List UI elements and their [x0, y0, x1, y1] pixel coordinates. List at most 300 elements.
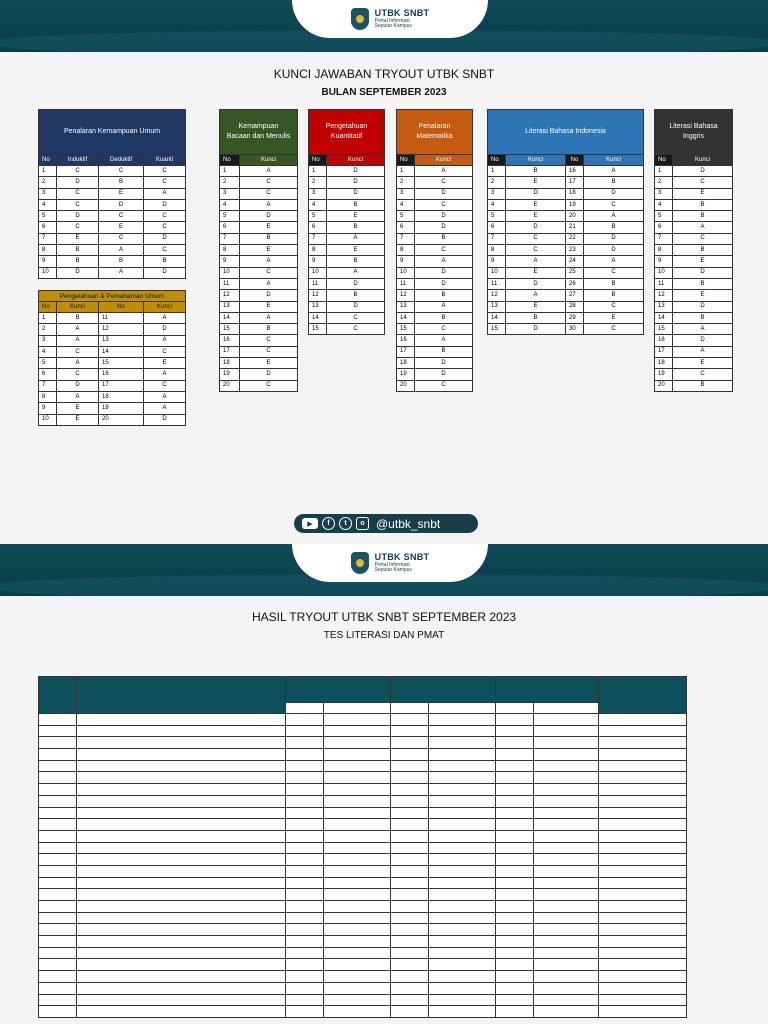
key-cell: D	[327, 188, 385, 199]
key-cell: 10	[39, 267, 57, 278]
results-cell	[286, 807, 324, 819]
key-cell: 6	[39, 222, 57, 233]
results-cell	[429, 830, 496, 842]
results-cell	[429, 714, 496, 726]
key-cell: C	[57, 166, 99, 177]
key-cell: A	[327, 233, 385, 244]
results-cell	[391, 725, 429, 737]
key-row	[309, 267, 385, 278]
results-cell	[286, 971, 324, 983]
results-cell	[39, 994, 77, 1006]
results-cell	[286, 901, 324, 913]
results-cell	[391, 737, 429, 749]
key-row	[309, 211, 385, 222]
key-cell: B	[673, 199, 733, 210]
results-header-cell	[496, 677, 599, 703]
results-cell	[534, 854, 599, 866]
results-cell	[324, 901, 391, 913]
key-cell: C	[415, 324, 473, 335]
results-cell	[39, 725, 77, 737]
column-header: Kunci	[144, 302, 186, 313]
results-cell	[429, 737, 496, 749]
key-cell: 4	[488, 199, 506, 210]
key-cell: B	[57, 313, 99, 324]
key-cell: D	[415, 211, 473, 222]
results-cell	[496, 760, 534, 772]
results-cell	[599, 784, 687, 796]
key-row	[655, 380, 733, 391]
key-cell: A	[144, 313, 186, 324]
key-cell: D	[415, 267, 473, 278]
key-cell: 10	[655, 267, 673, 278]
key-cell: 9	[220, 256, 240, 267]
results-cell	[39, 749, 77, 761]
results-cell	[39, 737, 77, 749]
key-cell: A	[57, 358, 99, 369]
results-row	[39, 877, 687, 889]
social-handle[interactable]: @utbk_snbt	[376, 516, 441, 531]
instagram-icon[interactable]: o	[356, 517, 369, 530]
results-cell	[534, 924, 599, 936]
key-cell: 3	[220, 188, 240, 199]
key-row	[397, 335, 473, 346]
key-cell: B	[506, 312, 566, 323]
key-cell: 8	[309, 245, 327, 256]
key-cell: 18	[220, 358, 240, 369]
results-row	[39, 924, 687, 936]
key-cell: 6	[309, 222, 327, 233]
results-row	[39, 830, 687, 842]
key-cell: D	[415, 278, 473, 289]
key-row	[655, 358, 733, 369]
key-cell: B	[327, 256, 385, 267]
site-logo-2[interactable]	[292, 544, 488, 582]
results-cell	[534, 889, 599, 901]
key-row	[220, 346, 298, 357]
results-cell	[534, 795, 599, 807]
results-cell	[324, 725, 391, 737]
key-cell: 16	[220, 335, 240, 346]
key-cell: 20	[655, 380, 673, 391]
key-cell: E	[99, 222, 144, 233]
key-cell: E	[506, 177, 566, 188]
key-cell: B	[415, 233, 473, 244]
key-cell: E	[673, 188, 733, 199]
results-cell	[599, 877, 687, 889]
key-table-lbing	[654, 109, 733, 392]
results-cell	[534, 842, 599, 854]
key-row	[220, 290, 298, 301]
key-cell: 6	[220, 222, 240, 233]
column-header: Kunci	[327, 155, 385, 166]
results-cell	[286, 760, 324, 772]
results-row	[39, 994, 687, 1006]
key-cell: B	[57, 256, 99, 267]
results-cell	[391, 714, 429, 726]
results-cell	[391, 971, 429, 983]
results-cell	[77, 982, 286, 994]
social-bar[interactable]	[294, 514, 478, 533]
results-cell	[39, 760, 77, 772]
results-cell	[496, 725, 534, 737]
results-cell	[534, 959, 599, 971]
results-cell	[599, 1006, 687, 1018]
key-cell: C	[673, 233, 733, 244]
key-row	[397, 324, 473, 335]
page-title: KUNCI JAWABAN TRYOUT UTBK SNBT	[273, 67, 495, 81]
key-row	[397, 166, 473, 177]
key-cell: 5	[309, 211, 327, 222]
results-cell	[429, 936, 496, 948]
key-cell: E	[240, 222, 298, 233]
results-cell	[391, 865, 429, 877]
key-cell: 12	[488, 290, 506, 301]
results-cell	[286, 784, 324, 796]
key-row	[39, 267, 186, 278]
key-row	[397, 358, 473, 369]
results-cell	[599, 830, 687, 842]
key-cell: A	[57, 392, 99, 403]
results-cell	[429, 760, 496, 772]
results-row	[39, 737, 687, 749]
key-cell: 4	[655, 199, 673, 210]
key-cell: A	[144, 369, 186, 380]
results-cell	[429, 772, 496, 784]
key-row	[39, 256, 186, 267]
key-cell: C	[144, 166, 186, 177]
key-cell: A	[415, 256, 473, 267]
results-cell	[391, 749, 429, 761]
key-cell: 9	[397, 256, 415, 267]
key-cell: C	[240, 346, 298, 357]
key-cell: D	[327, 166, 385, 177]
results-cell	[534, 714, 599, 726]
key-cell: B	[57, 245, 99, 256]
results-cell	[391, 772, 429, 784]
key-cell: 1	[397, 166, 415, 177]
key-cell: E	[673, 256, 733, 267]
results-cell	[39, 865, 77, 877]
results-cell	[286, 749, 324, 761]
results-row	[39, 854, 687, 866]
key-cell: 10	[488, 267, 506, 278]
results-cell	[324, 936, 391, 948]
key-row	[488, 166, 644, 177]
results-cell	[496, 842, 534, 854]
results-cell	[391, 912, 429, 924]
column-header: No	[39, 302, 57, 313]
twitter-icon[interactable]: t	[339, 517, 352, 530]
key-row	[488, 301, 644, 312]
facebook-icon[interactable]: f	[322, 517, 335, 530]
key-cell: 5	[655, 211, 673, 222]
results-row	[39, 795, 687, 807]
key-cell: B	[415, 290, 473, 301]
key-cell: 27	[566, 290, 584, 301]
results-subheader-cell	[391, 703, 429, 714]
results-cell	[429, 994, 496, 1006]
key-table-title: Penalaran Kemampuan Umum	[39, 110, 186, 155]
results-cell	[599, 865, 687, 877]
results-table	[38, 676, 687, 1018]
results-title: HASIL TRYOUT UTBK SNBT SEPTEMBER 2023	[251, 610, 517, 624]
results-header-cell	[599, 677, 687, 714]
results-cell	[429, 795, 496, 807]
results-cell	[496, 772, 534, 784]
key-cell: B	[415, 346, 473, 357]
results-cell	[39, 947, 77, 959]
results-row	[39, 889, 687, 901]
results-cell	[39, 784, 77, 796]
key-cell: 14	[309, 312, 327, 323]
results-row	[39, 959, 687, 971]
results-cell	[286, 772, 324, 784]
key-cell: 19	[397, 369, 415, 380]
key-cell: 5	[39, 358, 57, 369]
column-header: Kuanti	[144, 155, 186, 166]
results-row	[39, 819, 687, 831]
results-cell	[429, 865, 496, 877]
results-cell	[324, 830, 391, 842]
results-cell	[324, 947, 391, 959]
key-cell: 8	[488, 245, 506, 256]
results-cell	[534, 994, 599, 1006]
key-cell: E	[57, 414, 99, 425]
key-cell: 14	[655, 312, 673, 323]
key-cell: 5	[397, 211, 415, 222]
results-cell	[77, 924, 286, 936]
results-cell	[77, 830, 286, 842]
key-cell: E	[327, 245, 385, 256]
results-cell	[39, 936, 77, 948]
results-cell	[496, 819, 534, 831]
results-cell	[429, 901, 496, 913]
key-cell: D	[584, 233, 644, 244]
key-row	[397, 188, 473, 199]
results-cell	[391, 982, 429, 994]
key-cell: A	[584, 166, 644, 177]
results-cell	[599, 737, 687, 749]
results-cell	[391, 901, 429, 913]
key-cell: B	[673, 211, 733, 222]
key-cell: 26	[566, 278, 584, 289]
results-cell	[39, 982, 77, 994]
results-cell	[599, 725, 687, 737]
key-row	[655, 346, 733, 357]
results-cell	[286, 1006, 324, 1018]
results-cell	[534, 819, 599, 831]
column-header: Kunci	[673, 155, 733, 166]
key-row	[39, 335, 186, 346]
results-cell	[496, 936, 534, 948]
key-row	[39, 245, 186, 256]
key-cell: D	[506, 278, 566, 289]
results-cell	[391, 877, 429, 889]
key-row	[309, 324, 385, 335]
key-cell: 28	[566, 301, 584, 312]
key-cell: B	[99, 256, 144, 267]
key-cell: A	[144, 188, 186, 199]
key-cell: 1	[220, 166, 240, 177]
key-row	[39, 199, 186, 210]
key-row	[488, 188, 644, 199]
key-cell: D	[99, 199, 144, 210]
results-cell	[496, 924, 534, 936]
key-row	[39, 324, 186, 335]
key-cell: C	[415, 177, 473, 188]
key-cell: D	[415, 222, 473, 233]
key-row	[309, 301, 385, 312]
results-cell	[599, 912, 687, 924]
column-header: No	[488, 155, 506, 166]
results-cell	[391, 854, 429, 866]
key-cell: 17	[566, 177, 584, 188]
key-row	[488, 256, 644, 267]
key-cell: C	[673, 177, 733, 188]
results-cell	[77, 901, 286, 913]
key-cell: 20	[99, 414, 144, 425]
key-cell: D	[144, 324, 186, 335]
key-cell: E	[506, 199, 566, 210]
key-cell: 13	[488, 301, 506, 312]
results-cell	[599, 889, 687, 901]
key-row	[309, 233, 385, 244]
results-cell	[534, 807, 599, 819]
key-row	[488, 290, 644, 301]
key-table-title: Pengetahuan & Pemahaman Umum	[39, 291, 186, 302]
results-cell	[77, 947, 286, 959]
key-cell: A	[144, 392, 186, 403]
key-row	[655, 312, 733, 323]
results-cell	[429, 982, 496, 994]
results-cell	[599, 982, 687, 994]
key-cell: 9	[309, 256, 327, 267]
results-cell	[599, 772, 687, 784]
key-cell: 7	[309, 233, 327, 244]
key-cell: 8	[39, 392, 57, 403]
key-row	[397, 301, 473, 312]
key-cell: D	[327, 278, 385, 289]
key-row	[220, 335, 298, 346]
key-cell: 18	[655, 358, 673, 369]
key-table-title: Pengetahuan Kuantitatif	[309, 110, 385, 155]
key-cell: B	[506, 166, 566, 177]
key-cell: B	[584, 278, 644, 289]
results-cell	[39, 772, 77, 784]
results-cell	[39, 924, 77, 936]
key-cell: 5	[220, 211, 240, 222]
key-row	[309, 256, 385, 267]
results-cell	[496, 994, 534, 1006]
results-cell	[534, 1006, 599, 1018]
key-cell: C	[144, 222, 186, 233]
key-table-lbi	[487, 109, 644, 335]
key-cell: 21	[566, 222, 584, 233]
key-cell: B	[673, 380, 733, 391]
results-row	[39, 842, 687, 854]
results-cell	[324, 749, 391, 761]
key-cell: 9	[39, 403, 57, 414]
results-cell	[39, 830, 77, 842]
key-table-title: Kemampuan Bacaan dan Menulis	[220, 110, 298, 155]
key-cell: 4	[39, 199, 57, 210]
results-row	[39, 936, 687, 948]
results-row	[39, 865, 687, 877]
key-row	[220, 188, 298, 199]
results-cell	[496, 947, 534, 959]
key-row	[309, 166, 385, 177]
key-cell: 8	[220, 245, 240, 256]
key-table-pm	[396, 109, 473, 392]
key-cell: D	[415, 369, 473, 380]
key-cell: B	[584, 177, 644, 188]
key-cell: B	[327, 222, 385, 233]
key-row	[220, 267, 298, 278]
key-cell: A	[99, 267, 144, 278]
results-cell	[39, 901, 77, 913]
results-cell	[599, 936, 687, 948]
results-row	[39, 901, 687, 913]
key-cell: E	[673, 290, 733, 301]
key-cell: 19	[566, 199, 584, 210]
results-cell	[324, 877, 391, 889]
key-cell: E	[327, 211, 385, 222]
key-cell: C	[57, 222, 99, 233]
results-cell	[496, 854, 534, 866]
key-row	[655, 245, 733, 256]
results-cell	[77, 795, 286, 807]
key-row	[397, 346, 473, 357]
results-cell	[599, 924, 687, 936]
key-row	[488, 324, 644, 335]
key-cell: 8	[655, 245, 673, 256]
results-subheader-cell	[324, 703, 391, 714]
results-cell	[534, 830, 599, 842]
results-cell	[39, 1006, 77, 1018]
key-cell: A	[673, 222, 733, 233]
key-cell: 14	[220, 312, 240, 323]
results-cell	[77, 819, 286, 831]
results-cell	[286, 819, 324, 831]
results-cell	[324, 842, 391, 854]
results-subheader-cell	[534, 703, 599, 714]
results-cell	[286, 936, 324, 948]
results-cell	[77, 737, 286, 749]
key-cell: E	[584, 312, 644, 323]
results-cell	[77, 877, 286, 889]
key-row	[397, 211, 473, 222]
results-cell	[599, 842, 687, 854]
key-cell: 18	[99, 392, 144, 403]
key-row	[220, 312, 298, 323]
results-cell	[429, 971, 496, 983]
youtube-icon[interactable]: ▶	[302, 518, 318, 529]
key-cell: A	[584, 211, 644, 222]
results-row	[39, 971, 687, 983]
results-cell	[534, 947, 599, 959]
key-cell: 13	[220, 301, 240, 312]
key-row	[39, 233, 186, 244]
key-cell: 1	[39, 313, 57, 324]
key-cell: C	[99, 233, 144, 244]
key-row	[220, 324, 298, 335]
site-logo[interactable]	[292, 0, 488, 38]
results-cell	[286, 737, 324, 749]
results-cell	[429, 842, 496, 854]
results-cell	[429, 924, 496, 936]
key-cell: C	[415, 245, 473, 256]
results-cell	[324, 994, 391, 1006]
